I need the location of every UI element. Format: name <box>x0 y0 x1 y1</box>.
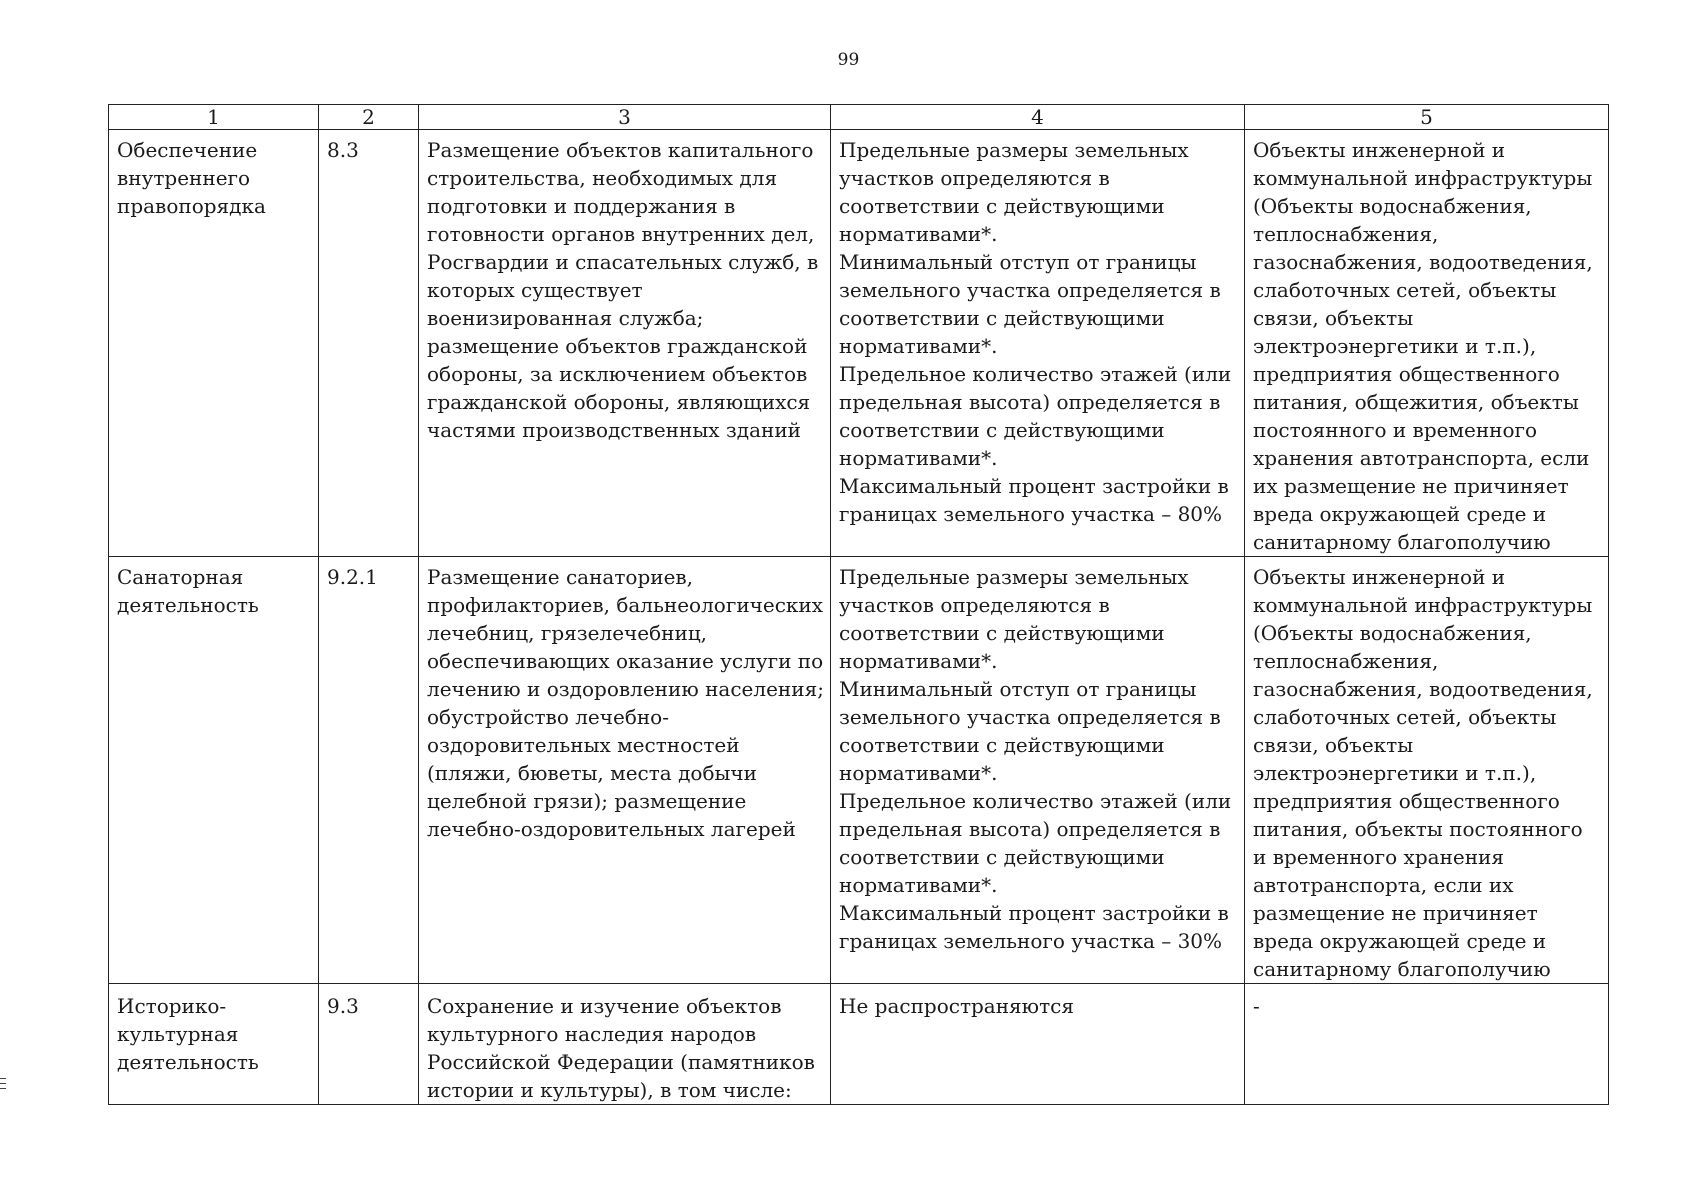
header-col-3: 3 <box>419 105 831 130</box>
description-paragraph: размещение объектов гражданской обороны, за исключением объектов гражданской обороны, являющихся частями производственных зданий <box>427 334 811 442</box>
description-paragraph: Сохранение и изучение объектов культурного наследия народов Российской Федерации (памятников истории и культуры), в том числе: <box>427 994 815 1102</box>
page-number: 99 <box>837 50 860 70</box>
auxiliary-uses-cell: - <box>1245 984 1609 1105</box>
parameters-cell <box>831 984 1245 1105</box>
auxiliary-uses-cell: Объекты инженерной и коммунальной инфраструктуры (Объекты водоснабжения, теплоснабжения, газоснабжения, водоотведения, слаботочных сетей, объекты связи, объекты электроэнергетики и т.п.), предприятия общественного питания, объекты постоянного и временного хранения автотранспорта, если их размещение не причиняет вреда окружающей среде и санитарному благополучию <box>1245 557 1609 984</box>
parameters-cell <box>831 557 1245 984</box>
use-name-cell: Санаторная деятельность <box>109 557 319 984</box>
use-name-cell: Историко-культурная деятельность <box>109 984 319 1105</box>
parameters-cell <box>831 130 1245 557</box>
use-description-cell <box>419 984 831 1105</box>
parameter-line: Предельное количество этажей (или предельная высота) определяется в соответствии с действующими нормативами*. <box>839 789 1232 897</box>
parameter-line: Предельные размеры земельных участков определяются в соответствии с действующими нормативами*. <box>839 565 1189 673</box>
parameter-line: Предельное количество этажей (или предельная высота) определяется в соответствии с действующими нормативами*. <box>839 362 1232 470</box>
use-description-cell <box>419 130 831 557</box>
table-row <box>109 557 1609 984</box>
zoning-table <box>108 104 1609 1105</box>
parameter-line: Не распространяются <box>839 994 1074 1018</box>
table-row <box>109 130 1609 557</box>
auxiliary-uses-cell: Объекты инженерной и коммунальной инфраструктуры (Объекты водоснабжения, теплоснабжения, газоснабжения, водоотведения, слаботочных сетей, объекты связи, объекты электроэнергетики и т.п.), предприятия общественного питания, общежития, объекты постоянного и временного хранения автотранспорта, если их размещение не причиняет вреда окружающей среде и санитарному благополучию <box>1245 130 1609 557</box>
parameter-line: Максимальный процент застройки в границах земельного участка – 80% <box>839 474 1229 526</box>
use-code-cell: 9.3 <box>319 984 419 1105</box>
table-row <box>109 984 1609 1105</box>
header-col-5: 5 <box>1245 105 1609 130</box>
header-col-1: 1 <box>109 105 319 130</box>
margin-mark <box>0 1088 6 1089</box>
parameter-line: Минимальный отступ от границы земельного участка определяется в соответствии с действующими нормативами*. <box>839 250 1221 358</box>
header-col-4: 4 <box>831 105 1245 130</box>
use-name-cell: Обеспечение внутреннего правопорядка <box>109 130 319 557</box>
use-code-cell: 8.3 <box>319 130 419 557</box>
use-description-cell <box>419 557 831 984</box>
parameter-line: Предельные размеры земельных участков определяются в соответствии с действующими нормативами*. <box>839 138 1189 246</box>
parameter-line: Минимальный отступ от границы земельного участка определяется в соответствии с действующими нормативами*. <box>839 677 1221 785</box>
use-code-cell: 9.2.1 <box>319 557 419 984</box>
header-row <box>109 105 1609 130</box>
description-paragraph: Размещение санаториев, профилакториев, бальнеологических лечебниц, грязелечебниц, обеспечивающих оказание услуги по лечению и оздоровлению населения; обустройство лечебно-оздоровительных местностей (пляжи, бюветы, места добычи целебной грязи); размещение лечебно-оздоровительных лагерей <box>427 565 824 841</box>
description-paragraph: Размещение объектов капитального строительства, необходимых для подготовки и поддержания в готовности органов внутренних дел, Росгвардии и спасательных служб, в которых существует военизированная служба; <box>427 138 819 330</box>
margin-mark <box>0 1078 6 1079</box>
parameter-line: Максимальный процент застройки в границах земельного участка – 30% <box>839 901 1229 953</box>
margin-mark <box>0 1083 6 1084</box>
header-col-2: 2 <box>319 105 419 130</box>
